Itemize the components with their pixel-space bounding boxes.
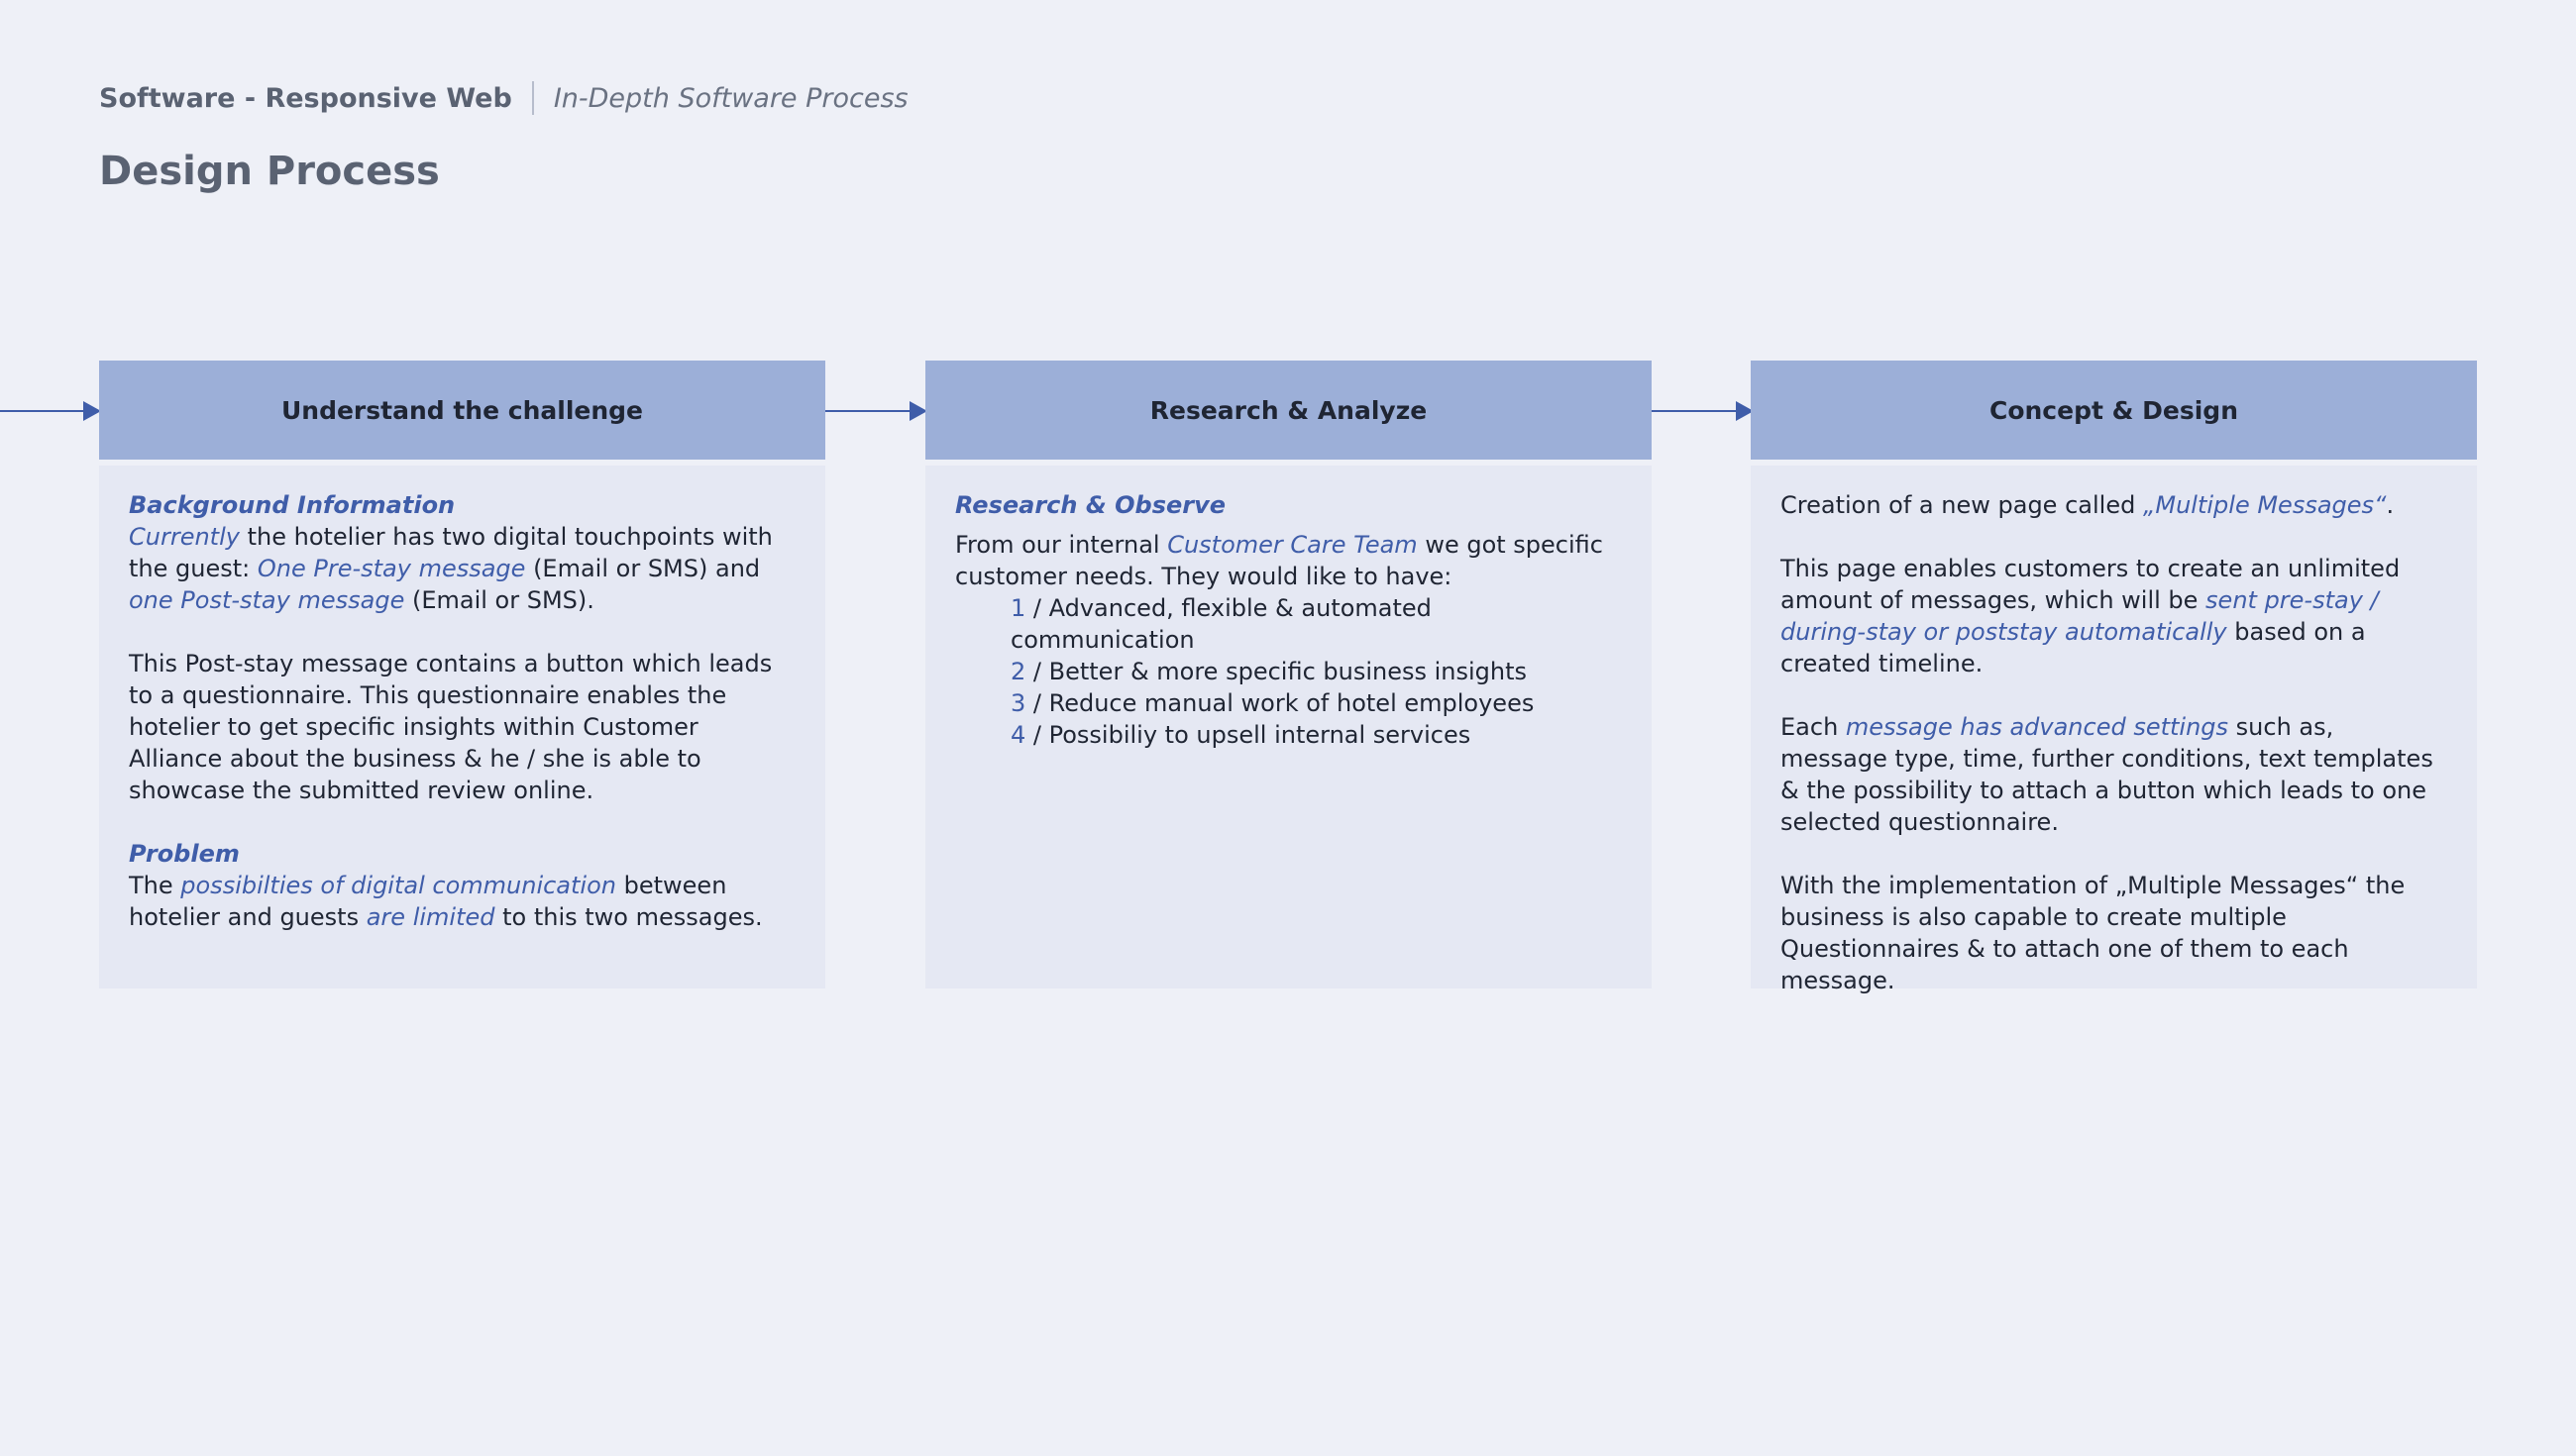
list-item — [1011, 719, 1622, 751]
research-label: Research & Observe — [955, 491, 1227, 519]
highlight-text: one Post-stay message — [129, 586, 405, 614]
body-text: between hotelier and guests — [129, 872, 727, 931]
list-item — [1011, 687, 1622, 719]
flow-arrow-2-3 — [1652, 410, 1752, 412]
step-body-understand — [99, 466, 825, 988]
flow-arrow-in — [0, 410, 99, 412]
step-body-concept — [1751, 466, 2477, 994]
item-text: / Advanced, flexible & automated communication — [1011, 594, 1432, 654]
page-header — [99, 81, 909, 115]
highlight-text: possibilties of digital communication — [180, 872, 616, 899]
item-number: 3 — [1011, 689, 1026, 717]
step-header-concept: Concept & Design — [1751, 361, 2477, 460]
list-item — [1011, 592, 1622, 656]
body-text: From our internal — [955, 531, 1168, 559]
body-text: . — [2386, 491, 2395, 519]
concept-paragraph-1 — [1780, 489, 2447, 521]
concept-paragraph-3 — [1780, 711, 2447, 838]
body-text: Each — [1780, 713, 1846, 741]
item-text: / Reduce manual work of hotel employees — [1025, 689, 1535, 717]
body-text: the hotelier has two digital touchpoints with the guest: — [129, 523, 773, 582]
highlight-text: Customer Care Team — [1167, 531, 1418, 559]
body-text: This page enables customers to create an unlimited amount of messages, which will be — [1780, 555, 2401, 614]
post-stay-paragraph: This Post-stay message contains a button which leads to a questionnaire. This questionnaire enables the hotelier to get specific insights within Customer Alliance about the business & he / she is able to showcase the submitted review online. — [129, 650, 773, 804]
item-text: / Better & more specific business insights — [1025, 658, 1528, 685]
body-text: (Email or SMS) and — [525, 555, 761, 582]
highlight-text: are limited — [366, 903, 495, 931]
item-number: 2 — [1011, 658, 1026, 685]
list-item — [1011, 656, 1622, 687]
background-label: Background Information — [129, 491, 456, 519]
body-text: we got specific customer needs. They would like to have: — [955, 531, 1603, 590]
background-section — [129, 489, 796, 616]
step-header-research: Research & Analyze — [925, 361, 1652, 460]
process-subtitle: In-Depth Software Process — [553, 82, 909, 114]
highlight-text: One Pre-stay message — [257, 555, 526, 582]
step-body-research — [925, 466, 1652, 988]
highlight-text: Currently — [129, 523, 240, 551]
concept-paragraph-4: With the implementation of „Multiple Messages“ the business is also capable to create multiple Questionnaires & to attach one of them to each message. — [1780, 872, 2406, 994]
flow-arrow-1-2 — [825, 410, 925, 412]
product-name: Software - Responsive Web — [99, 82, 512, 114]
step-header-understand: Understand the challenge — [99, 361, 825, 460]
needs-list — [955, 592, 1622, 751]
body-text: The — [129, 872, 181, 899]
problem-section — [129, 838, 796, 933]
item-text: / Possibiliy to upsell internal services — [1025, 721, 1471, 749]
concept-paragraph-2 — [1780, 553, 2447, 679]
item-number: 4 — [1011, 721, 1026, 749]
highlight-text: message has advanced settings — [1845, 713, 2229, 741]
highlight-text: sent pre-stay / during-stay or poststay automatically — [1780, 586, 2379, 646]
research-section — [955, 489, 1622, 751]
body-text: (Email or SMS). — [404, 586, 594, 614]
body-text: based on a created timeline. — [1780, 618, 2366, 677]
highlight-text: „Multiple Messages“ — [2142, 491, 2387, 519]
body-text: to this two messages. — [494, 903, 763, 931]
header-divider — [532, 81, 534, 115]
body-text: such as, message type, time, further conditions, text templates & the possibility to attach a button which leads to one selected questionnaire. — [1780, 713, 2433, 836]
body-text: Creation of a new page called — [1780, 491, 2143, 519]
page-title: Design Process — [99, 149, 440, 194]
item-number: 1 — [1011, 594, 1026, 622]
problem-label: Problem — [129, 840, 240, 868]
